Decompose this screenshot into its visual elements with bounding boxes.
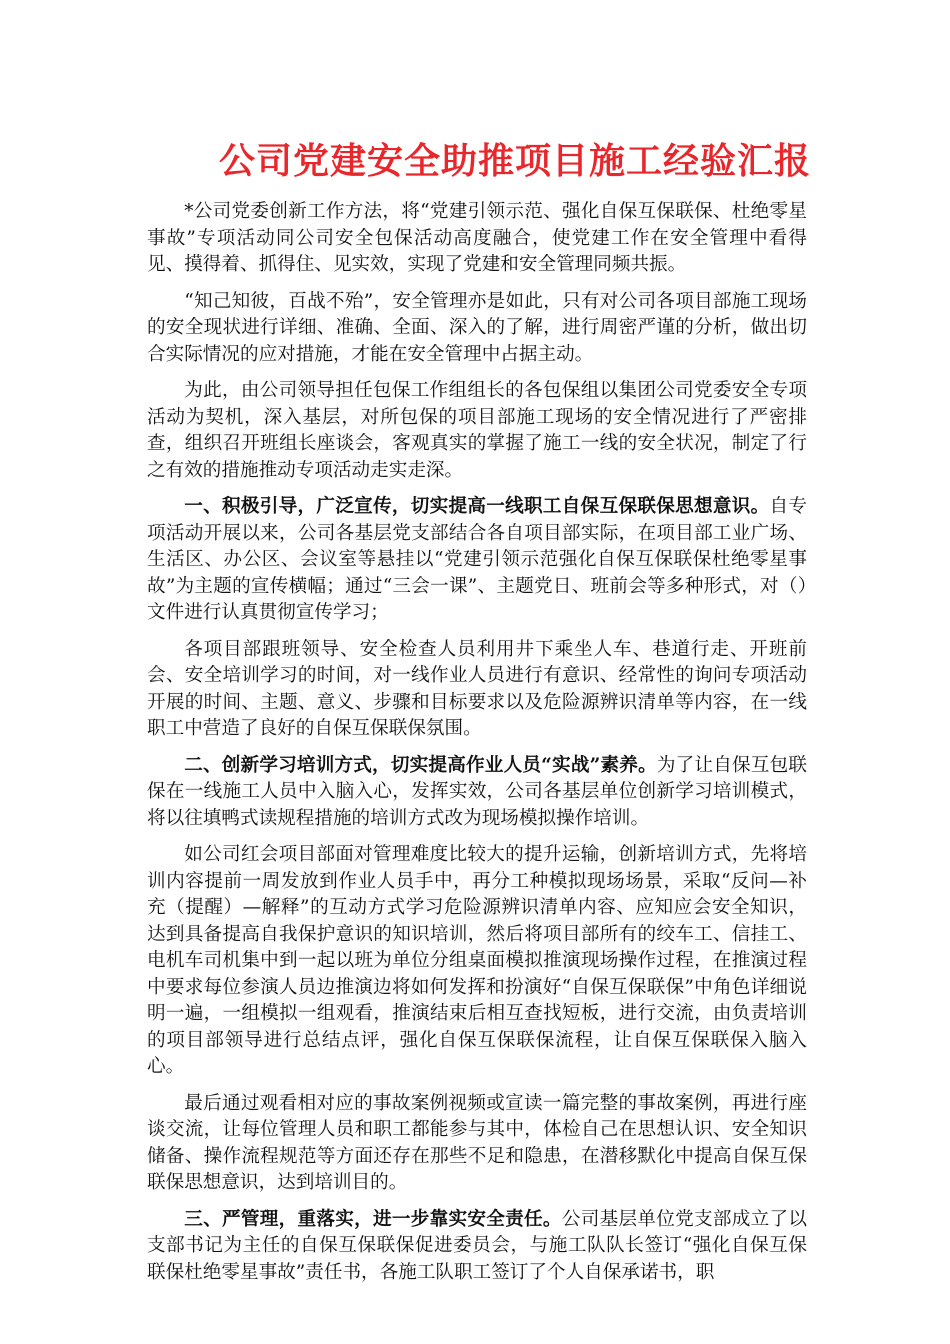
paragraph-text: 为此，由公司领导担任包保工作组组长的各包保组以集团公司党委安全专项活动为契机，深入基层，对所包保的项目部施工现场的安全情况进行了严密排查，组织召开班组长座谈会，客观真实的掌握了施工一线的安全状况，制定了行之有效的措施推动专项活动走实走深。 <box>147 380 807 481</box>
section-heading-two: 二、创新学习培训方式，切实提高作业人员“实战”素养。 <box>184 754 657 776</box>
paragraph-case-study <box>147 1091 807 1197</box>
paragraph-text: 自专项活动开展以来，公司各基层党支部结合各自项目部实际，在项目部工业广场、生活区、办公区、会议室等悬挂以“党建引领示范强化自保互保联保杜绝零星事故”为主题的宣传横幅；通过“三会一课”、主题党日、班前会等多种形式，对（）文件进行认真贯彻宣传学习； <box>147 496 807 623</box>
document-page <box>147 135 812 1296</box>
paragraph-text: 各项目部跟班领导、安全检查人员利用井下乘坐人车、巷道行走、开班前会、安全培训学习的时间，对一线作业人员进行有意识、经常性的询问专项活动开展的时间、主题、意义、步骤和目标要求以及危险源辨识清单等内容，在一线职工中营造了良好的自保互保联保氛围。 <box>147 638 807 739</box>
paragraph-text: 为了让自保互包联保在一线施工人员中入脑入心，发挥实效，公司各基层单位创新学习培训模式，将以往填鸭式读规程措施的培训方式改为现场模拟操作培训。 <box>147 754 807 829</box>
document-title: 公司党建安全助推项目施工经验汇报 <box>219 140 812 182</box>
section-heading-three: 三、严管理，重落实，进一步靠实安全责任。 <box>184 1208 562 1230</box>
section-heading-one: 一、积极引导，广泛宣传，切实提高一线职工自保互保联保思想意识。 <box>184 496 770 517</box>
paragraph-text: 如公司红会项目部面对管理难度比较大的提升运输，创新培训方式，先将培训内容提前一周发放到作业人员手中，再分工种模拟现场场景，采取“反问—补充（提醒）—解释”的互动方式学习危险源辨识清单内容、应知应会安全知识，达到具备提高自我保护意识的知识培训，然后将项目部所有的绞车工、信挂工、电机车司机集中到一起以班为单位分组桌面模拟推演现场操作过程，在推演过程中要求每位参演人员边推演边将如何发挥和扮演好“自保互保联保”中角色详细说明一遍，一组模拟一组观看，推演结束后相互查找短板，进行交流，由负责培训的项目部领导进行总结点评，强化自保互保联保流程，让自保互保联保入脑入心。 <box>147 844 807 1077</box>
paragraph-section-three <box>147 1207 807 1287</box>
paragraph-inquiry <box>147 637 807 743</box>
paragraph-text: “知己知彼，百战不殆”，安全管理亦是如此，只有对公司各项目部施工现场的安全现状进行详细、准确、全面、深入的了解，进行周密严谨的分析，做出切合实际情况的应对措施，才能在安全管理中占据主动。 <box>147 290 807 365</box>
paragraph-know-yourself <box>147 289 807 369</box>
paragraph-text: 公司基层单位党支部成立了以支部书记为主任的自保互保联保促进委员会，与施工队队长签订“强化自保互保联保杜绝零星事故”责任书，各施工队职工签订了个人自保承诺书，职 <box>147 1208 807 1283</box>
paragraph-section-two <box>147 753 807 833</box>
paragraph-training-example <box>147 842 807 1081</box>
paragraph-text: *公司党委创新工作方法，将“党建引领示范、强化自保互保联保、杜绝零星事故”专项活动同公司安全包保活动高度融合，使党建工作在安全管理中看得见、摸得着、抓得住、见实效，实现了党建和安全管理同频共振。 <box>147 201 807 275</box>
paragraph-text: 最后通过观看相对应的事故案例视频或宣读一篇完整的事故案例，再进行座谈交流，让每位管理人员和职工都能参与其中，体检自己在思想认识、安全知识储备、操作流程规范等方面还存在那些不足和隐患，在潜移默化中提高自保互保联保思想意识，达到培训目的。 <box>147 1092 807 1193</box>
paragraph-intro <box>147 199 807 279</box>
paragraph-investigation <box>147 378 807 484</box>
paragraph-section-one <box>147 494 807 627</box>
